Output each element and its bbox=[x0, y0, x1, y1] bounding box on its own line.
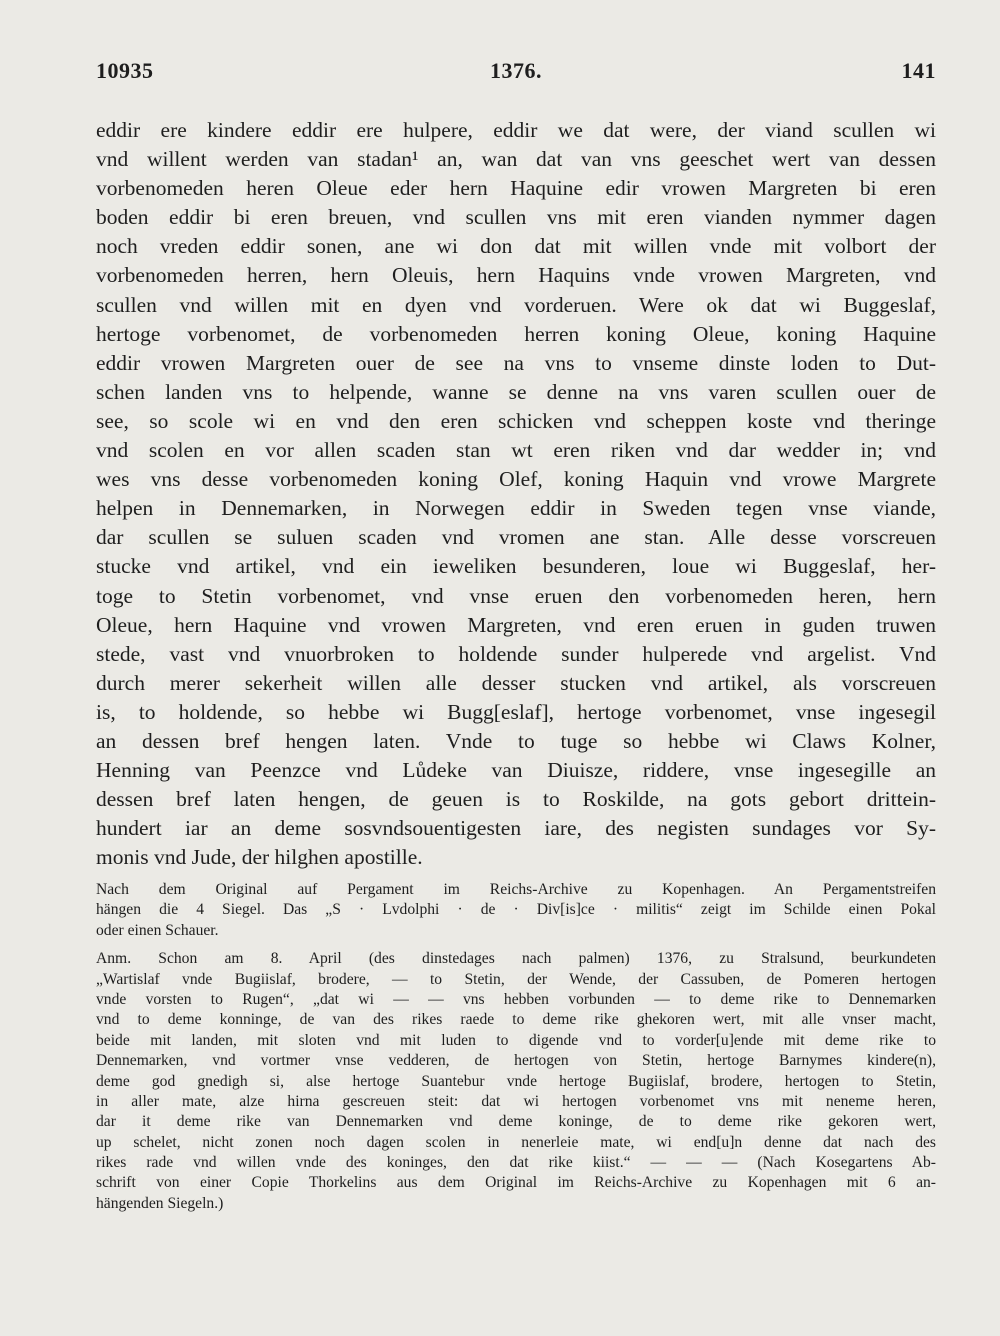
footnotes bbox=[96, 880, 936, 1214]
text-line: boden eddir bi eren breuen, vnd scullen vns mit eren vianden nymmer dagen bbox=[96, 205, 936, 230]
text-line: an dessen bref hengen laten. Vnde to tuge so hebbe wi Claws Kolner, bbox=[96, 728, 936, 753]
text-line: hundert iar an deme sosvndsouentigesten iare, des negisten sundages vor Sy- bbox=[96, 816, 936, 841]
text-line: vnd scolen en vor allen scaden stan wt eren riken vnd dar wedder in; vnd bbox=[96, 438, 936, 463]
note-line: Nach dem Original auf Pergament im Reichs-Archive zu Kopenhagen. An Pergamentstreifen bbox=[96, 881, 936, 898]
text-line: is, to holdende, so hebbe wi Bugg[eslaf], hertoge vorbenomet, vnse ingesegil bbox=[96, 699, 936, 724]
text-line: vnd willent werden van stadan¹ an, wan dat van vns geeschet wert van dessen bbox=[96, 147, 936, 172]
text-line: durch merer sekerheit willen alle desser stucken vnd artikel, als vorscreuen bbox=[96, 670, 936, 695]
note-line: vnd to deme konninge, de van des rikes raede to deme rike ghekoren wert, mit alle vnser macht, bbox=[96, 1011, 936, 1029]
text-line: dar scullen se suluen scaden vnd vromen ane stan. Alle desse vorscreuen bbox=[96, 525, 936, 550]
text-line: stucke vnd artikel, vnd ein ieweliken besunderen, loue wi Buggeslaf, her- bbox=[96, 554, 936, 579]
text-line: see, so scole wi en vnd den eren schicken vnd scheppen koste vnd theringe bbox=[96, 408, 936, 433]
note-line: beide mit landen, mit sloten vnd mit luden to digende vnd to vorder[u]ende mit deme rike to bbox=[96, 1031, 936, 1049]
note-spacer bbox=[96, 941, 936, 949]
text-line: Oleue, hern Haquine vnd vrowen Margreten, vnd eren eruen in guden truwen bbox=[96, 612, 936, 637]
annotation-note bbox=[96, 949, 936, 1214]
note-line: schrift von einer Copie Thorkelins aus dem Original im Reichs-Archive zu Kopenhagen mit 6 an- bbox=[96, 1174, 936, 1192]
text-line: monis vnd Jude, der hilghen apostille. bbox=[96, 845, 423, 870]
text-line: schen landen vns to helpende, wanne se denne na vns varen scullen ouer de bbox=[96, 379, 936, 404]
note-line: deme god gnedigh si, alse hertoge Suantebur vnde hertoge Bugiislaf, brodere, hertogen to Stetin, bbox=[96, 1072, 936, 1090]
source-note bbox=[96, 880, 936, 941]
text-line: stede, vast vnd vnuorbroken to holdende sunder hulperede vnd argelist. Vnd bbox=[96, 641, 936, 666]
text-line: hertoge vorbenomet, de vorbenomeden herren koning Oleue, koning Haquine bbox=[96, 321, 936, 346]
text-line: helpen in Dennemarken, in Norwegen eddir in Sweden tegen vnse viande, bbox=[96, 496, 936, 521]
note-line: up schelet, nicht zonen noch dagen scolen in nenerleie mate, wi end[u]n denne dat nach des bbox=[96, 1133, 936, 1151]
text-line: wes vns desse vorbenomeden koning Olef, koning Haquin vnd vrowe Margrete bbox=[96, 467, 936, 492]
text-line: noch vreden eddir sonen, ane wi don dat mit willen vnde mit volbort der bbox=[96, 234, 936, 259]
note-line: vnde vorsten to Rugen“, „dat wi — — vns hebben vorbunden — to deme rike to Dennemarken bbox=[96, 990, 936, 1008]
text-line: toge to Stetin vorbenomet, vnd vnse eruen den vorbenomeden heren, hern bbox=[96, 583, 936, 608]
note-line: Dennemarken, vnd vortmer vnse vedderen, de hertogen von Stetin, hertoge Barnymes kindere(n), bbox=[96, 1052, 936, 1070]
note-line: dar it deme rike van Dennemarken vnd deme koninge, de to deme rike gekoren wert, bbox=[96, 1113, 936, 1131]
text-line: vorbenomeden herren, hern Oleuis, hern Haquins vnde vrowen Margreten, vnd bbox=[96, 263, 936, 288]
note-line: Anm. Schon am 8. April (des dinstedages nach palmen) 1376, zu Stralsund, beurkundeten bbox=[96, 950, 936, 968]
note-line: oder einen Schauer. bbox=[96, 921, 219, 939]
text-line: dessen bref laten hengen, de geuen is to Roskilde, na gots gebort drittein- bbox=[96, 787, 936, 812]
year-heading: 1376. bbox=[490, 58, 542, 83]
note-line: hängen die 4 Siegel. Das „S · Lvdolphi · de · Div[is]ce · militis“ zeigt im Schilde einen Pokal bbox=[96, 901, 936, 919]
text-line: scullen vnd willen mit en dyen vnd vorderuen. Were ok dat wi Buggeslaf, bbox=[96, 292, 936, 317]
document-number: 10935 bbox=[96, 58, 154, 83]
note-line: rikes rade vnd willen vnde des koninges, den dat rike kiist.“ — — — (Nach Kosegartens Ab- bbox=[96, 1154, 936, 1172]
page-number: 141 bbox=[901, 58, 936, 83]
note-line: hängenden Siegeln.) bbox=[96, 1194, 224, 1212]
note-line: in aller mate, alze hirna gescreuen steit: dat wi hertogen vorbenomet vns mit neneme heren, bbox=[96, 1092, 936, 1110]
text-line: eddir ere kindere eddir ere hulpere, eddir we dat were, der viand scullen wi bbox=[96, 118, 936, 142]
note-line: „Wartislaf vnde Bugiislaf, brodere, — to Stetin, der Wende, der Cassuben, de Pomeren hertogen bbox=[96, 970, 936, 988]
text-line: eddir vrowen Margreten ouer de see na vns to vnseme dinste loden to Dut- bbox=[96, 350, 936, 375]
text-line: vorbenomeden heren Oleue eder hern Haquine edir vrowen Margreten bi eren bbox=[96, 176, 936, 201]
page-header bbox=[96, 58, 936, 92]
main-text bbox=[96, 116, 936, 872]
text-line: Henning van Peenzce vnd Lůdeke van Diuisze, riddere, vnse ingesegille an bbox=[96, 758, 936, 783]
